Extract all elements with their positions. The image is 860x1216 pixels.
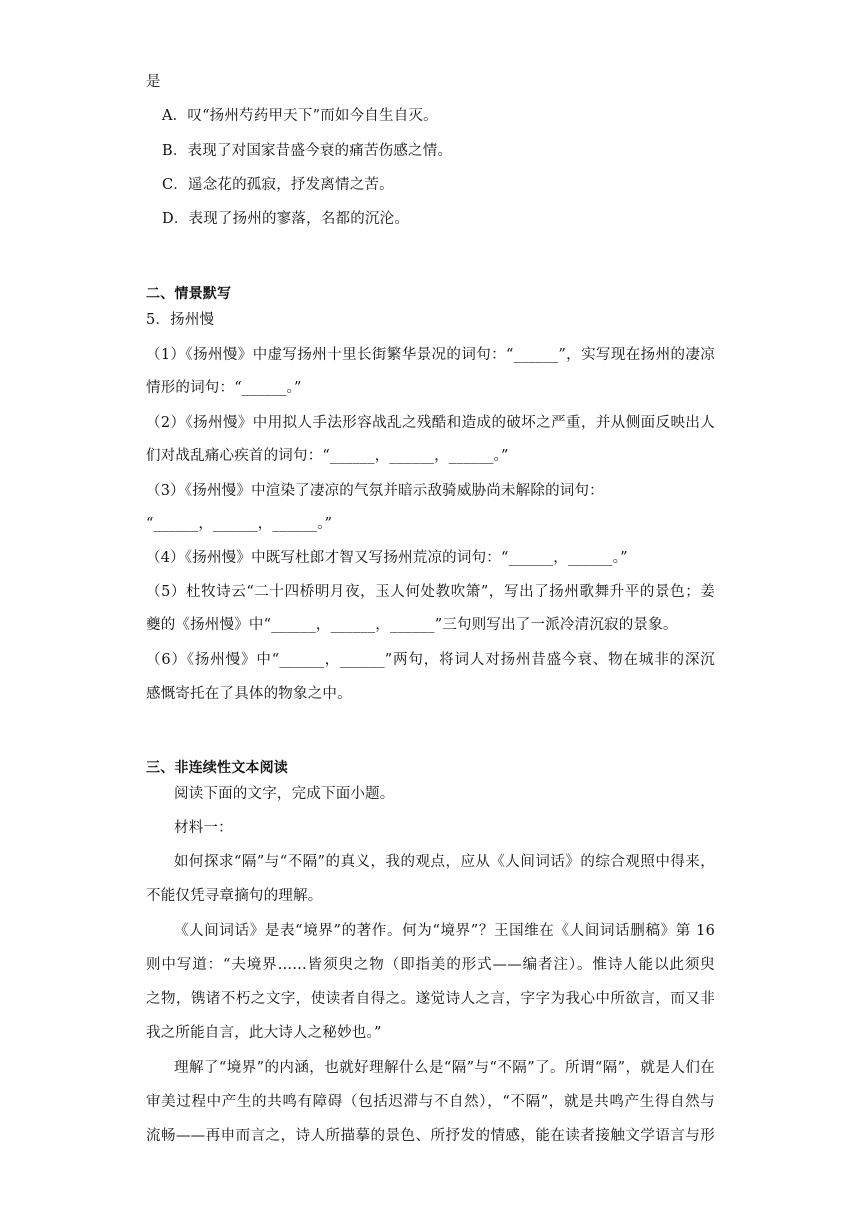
question-5-2-line2: 们对战乱痛心疾首的词句：“______，______，______。”	[146, 448, 509, 464]
option-d: D．表现了扬州的寥落，名都的沉沦。	[162, 211, 410, 227]
question-5-1-line1: （1）《扬州慢》中虚写扬州十里长街繁华景况的词句：“______”，实写现在扬州的凄凉	[146, 347, 715, 363]
section-heading-3: 三、非连续性文本阅读	[146, 760, 288, 776]
paragraph-3-line3: 流畅——再申而言之，诗人所描摹的景色、所抒发的情感，能在读者接触文学语言与形	[146, 1128, 715, 1144]
paragraph-3-line1: 理解了“境界”的内涵，也就好理解什么是“隔”与“不隔”了。所谓“隔”，就是人们在	[174, 1060, 715, 1076]
question-5-1-line2: 情形的词句：“______。”	[146, 380, 302, 396]
question-5-title: 5．扬州慢	[146, 312, 215, 328]
question-5-6-line2: 感慨寄托在了具体的物象之中。	[146, 686, 352, 702]
reading-instruction: 阅读下面的文字，完成下面小题。	[174, 786, 395, 802]
option-c: C．遥念花的孤寂，抒发离情之苦。	[162, 177, 394, 193]
question-5-3-line1: （3）《扬州慢》中渲染了凄凉的气氛并暗示敌骑威胁尚未解除的词句：	[146, 483, 604, 499]
continued-question-text: 是	[146, 74, 161, 90]
option-b: B．表现了对国家昔盛今衰的痛苦伤感之情。	[162, 143, 453, 159]
paragraph-2-line2: 则中写道：“夫境界……皆须臾之物（即指美的形式——编者注）。惟诗人能以此须臾	[146, 957, 715, 973]
paragraph-1-line1: 如何探求“隔”与“不隔”的真义，我的观点，应从《人间词话》的综合观照中得来，	[174, 854, 715, 870]
question-5-6-line1: （6）《扬州慢》中“______，______”两句，将词人对扬州昔盛今衰、物在城非的深沉	[146, 652, 715, 668]
question-5-5-line1: （5）杜牧诗云“二十四桥明月夜，玉人何处教吹箫”，写出了扬州歌舞升平的景色；姜	[146, 584, 715, 600]
paragraph-2-line3: 之物，镌诸不朽之文字，使读者自得之。遂觉诗人之言，字字为我心中所欲言，而又非	[146, 991, 715, 1007]
question-5-3-line2: “______，______，______。”	[146, 516, 333, 532]
paragraph-2-line1: 《人间词话》是表“境界”的著作。何为“境界”？王国维在《人间词话删稿》第 16	[174, 923, 715, 939]
paragraph-1-line2: 不能仅凭寻章摘句的理解。	[146, 888, 323, 904]
paragraph-2-line4: 我之所能自言，此大诗人之秘妙也。”	[146, 1025, 382, 1041]
option-a: A．叹“扬州芍药甲天下”而如今自生自灭。	[162, 108, 438, 124]
question-5-4: （4）《扬州慢》中既写杜郎才智又写扬州荒凉的词句：“______，______。”	[146, 550, 628, 566]
material-one-label: 材料一：	[174, 820, 233, 836]
section-heading-2: 二、情景默写	[146, 286, 232, 302]
paragraph-3-line2: 审美过程中产生的共鸣有障碍（包括迟滞与不自然），“不隔”，就是共鸣产生得自然与	[146, 1094, 715, 1110]
question-5-2-line1: （2）《扬州慢》中用拟人手法形容战乱之残酷和造成的破坏之严重，并从侧面反映出人	[146, 415, 715, 431]
question-5-5-line2: 夔的《扬州慢》中“______，______，______”三句则写出了一派冷清沉寂的景象。	[146, 617, 678, 633]
